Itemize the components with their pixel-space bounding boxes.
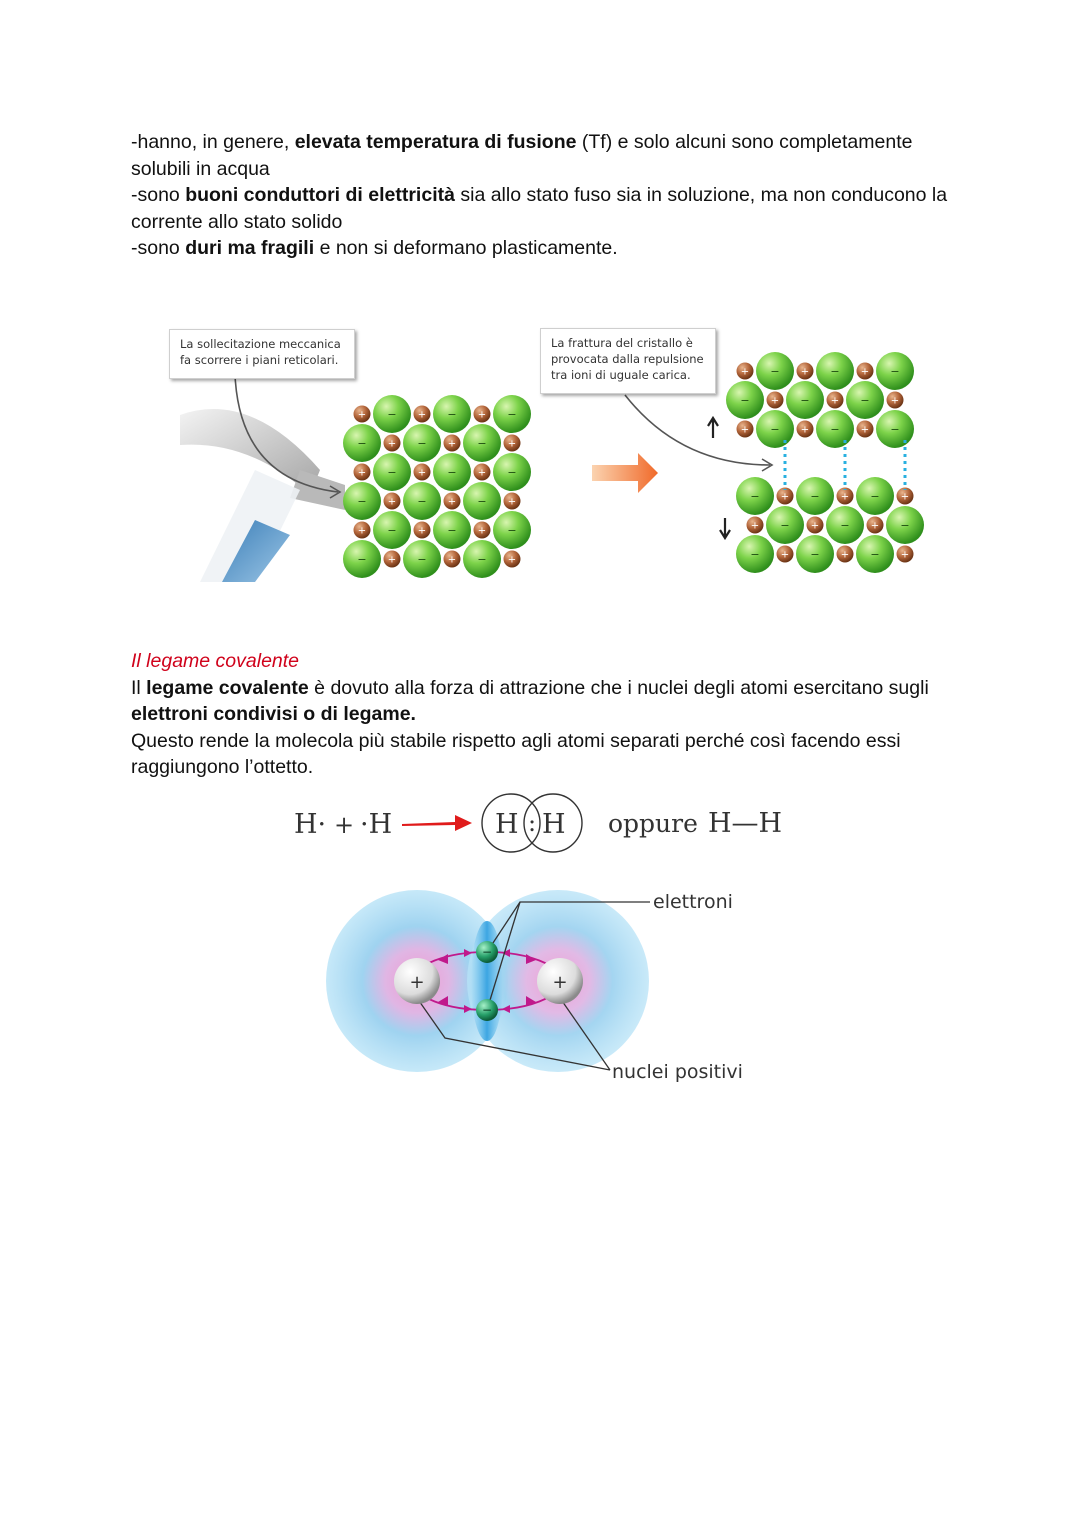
cation-sign: +: [840, 491, 850, 503]
anion-sign: −: [800, 394, 810, 407]
h2-equation: [290, 790, 790, 860]
anion-sign: −: [417, 553, 427, 566]
anion-sign: −: [477, 495, 487, 508]
callout-right-line1: La frattura del cristallo è: [551, 336, 693, 350]
cation-sign: +: [740, 424, 750, 436]
cation-sign: +: [770, 395, 780, 407]
orbital-svg: [320, 880, 760, 1090]
h-atom-left: H·: [294, 809, 327, 840]
cation-sign: +: [800, 366, 810, 378]
down-arrow-icon: [720, 518, 730, 538]
property-conductivity: -sono buoni conduttori di elettricità sia allo stato fuso sia in soluzione, ma non conducono la corrente allo stato solido: [131, 184, 948, 233]
anion-sign: −: [740, 394, 750, 407]
callout-left-line2: fa scorrere i piani reticolari.: [180, 353, 339, 367]
cation-sign: +: [387, 438, 397, 450]
cation-sign: +: [447, 554, 457, 566]
label-elettroni: elettroni: [653, 891, 733, 913]
cation-sign: +: [860, 424, 870, 436]
anion-sign: −: [447, 408, 457, 421]
nucleus-right-sign: +: [552, 972, 568, 993]
cation-sign: +: [830, 395, 840, 407]
cation-sign: +: [780, 549, 790, 561]
fractured-crystal-top: [726, 352, 914, 448]
nucleus-left-sign: +: [409, 972, 425, 993]
anion-sign: −: [447, 524, 457, 537]
properties-text: [131, 129, 961, 262]
plus-sign: +: [334, 811, 355, 839]
cation-sign: +: [507, 438, 517, 450]
label-nuclei-positivi: nuclei positivi: [612, 1061, 743, 1083]
anion-sign: −: [810, 490, 820, 503]
anion-sign: −: [900, 519, 910, 532]
cation-sign: +: [860, 366, 870, 378]
anion-sign: −: [357, 495, 367, 508]
cation-sign: +: [900, 549, 910, 561]
cation-sign: +: [800, 424, 810, 436]
anion-sign: −: [780, 519, 790, 532]
anion-sign: −: [830, 365, 840, 378]
callout-left: [169, 329, 355, 379]
covalent-section: [131, 648, 961, 781]
anion-sign: −: [770, 423, 780, 436]
h-atom-right: ·H: [360, 809, 393, 840]
fractured-crystal-bottom: [736, 477, 924, 573]
anion-sign: −: [890, 423, 900, 436]
cation-sign: +: [477, 409, 487, 421]
electron-bottom-sign: −: [481, 1003, 493, 1017]
cation-sign: +: [890, 395, 900, 407]
anion-sign: −: [417, 437, 427, 450]
ionic-crystal-figure: [160, 320, 940, 600]
anion-sign: −: [387, 524, 397, 537]
anion-sign: −: [387, 466, 397, 479]
callout-right: [540, 328, 716, 394]
cation-sign: +: [900, 491, 910, 503]
intact-crystal-lattice: [343, 395, 531, 578]
anion-sign: −: [507, 408, 517, 421]
property-fragility: -sono duri ma fragili e non si deformano plasticamente.: [131, 237, 618, 259]
anion-sign: −: [357, 553, 367, 566]
anion-sign: −: [417, 495, 427, 508]
cation-sign: +: [447, 438, 457, 450]
callout-right-line2: provocata dalla repulsione: [551, 352, 704, 366]
anion-sign: −: [770, 365, 780, 378]
covalent-definition: Il legame covalente è dovuto alla forza di attrazione che i nuclei degli atomi esercitano sugli elettroni condivisi o di legame.: [131, 676, 929, 725]
reaction-arrow-icon: [402, 815, 472, 831]
anion-sign: −: [750, 490, 760, 503]
property-melting: -hanno, in genere, elevata temperatura di fusione (Tf) e solo alcuni sono completamente solubili in acqua: [131, 131, 913, 180]
callout-left-line1: La sollecitazione meccanica: [180, 337, 341, 351]
cation-sign: +: [357, 467, 367, 479]
cation-sign: +: [417, 409, 427, 421]
cation-sign: +: [417, 525, 427, 537]
anion-sign: −: [357, 437, 367, 450]
anion-sign: −: [870, 548, 880, 561]
h2-orbital-figure: [320, 880, 760, 1090]
anion-sign: −: [387, 408, 397, 421]
cation-sign: +: [780, 491, 790, 503]
callout-right-line3: tra ioni di uguale carica.: [551, 368, 691, 382]
mol-h2: H: [542, 809, 566, 840]
anion-sign: −: [840, 519, 850, 532]
cation-sign: +: [357, 409, 367, 421]
transition-arrow-icon: [592, 453, 658, 493]
cation-sign: +: [387, 554, 397, 566]
bond-region: [471, 921, 503, 1041]
section-title: Il legame covalente: [131, 650, 300, 672]
cation-sign: +: [447, 496, 457, 508]
anion-sign: −: [890, 365, 900, 378]
anion-sign: −: [750, 548, 760, 561]
anion-sign: −: [477, 553, 487, 566]
anion-sign: −: [507, 524, 517, 537]
shared-electrons: :: [528, 809, 537, 837]
cation-sign: +: [477, 467, 487, 479]
electron-top-sign: −: [481, 945, 493, 959]
hammer-icon: [180, 409, 345, 582]
anion-sign: −: [447, 466, 457, 479]
oppure-label: oppure: [608, 809, 698, 838]
cation-sign: +: [507, 496, 517, 508]
cation-sign: +: [750, 520, 760, 532]
mol-h1: H: [495, 809, 519, 840]
anion-sign: −: [507, 466, 517, 479]
cation-sign: +: [740, 366, 750, 378]
cation-sign: +: [810, 520, 820, 532]
anion-sign: −: [810, 548, 820, 561]
cation-sign: +: [387, 496, 397, 508]
cation-sign: +: [417, 467, 427, 479]
anion-sign: −: [477, 437, 487, 450]
up-arrow-icon: [708, 418, 718, 438]
anion-sign: −: [860, 394, 870, 407]
cation-sign: +: [507, 554, 517, 566]
h-h-bond: H—H: [708, 808, 783, 839]
equation-svg: [290, 790, 790, 860]
cation-sign: +: [870, 520, 880, 532]
cation-sign: +: [840, 549, 850, 561]
cation-sign: +: [357, 525, 367, 537]
covalent-stability: Questo rende la molecola più stabile rispetto agli atomi separati perché così facendo essi raggiungono l’ottetto.: [131, 729, 901, 778]
cation-sign: +: [477, 525, 487, 537]
anion-sign: −: [830, 423, 840, 436]
anion-sign: −: [870, 490, 880, 503]
